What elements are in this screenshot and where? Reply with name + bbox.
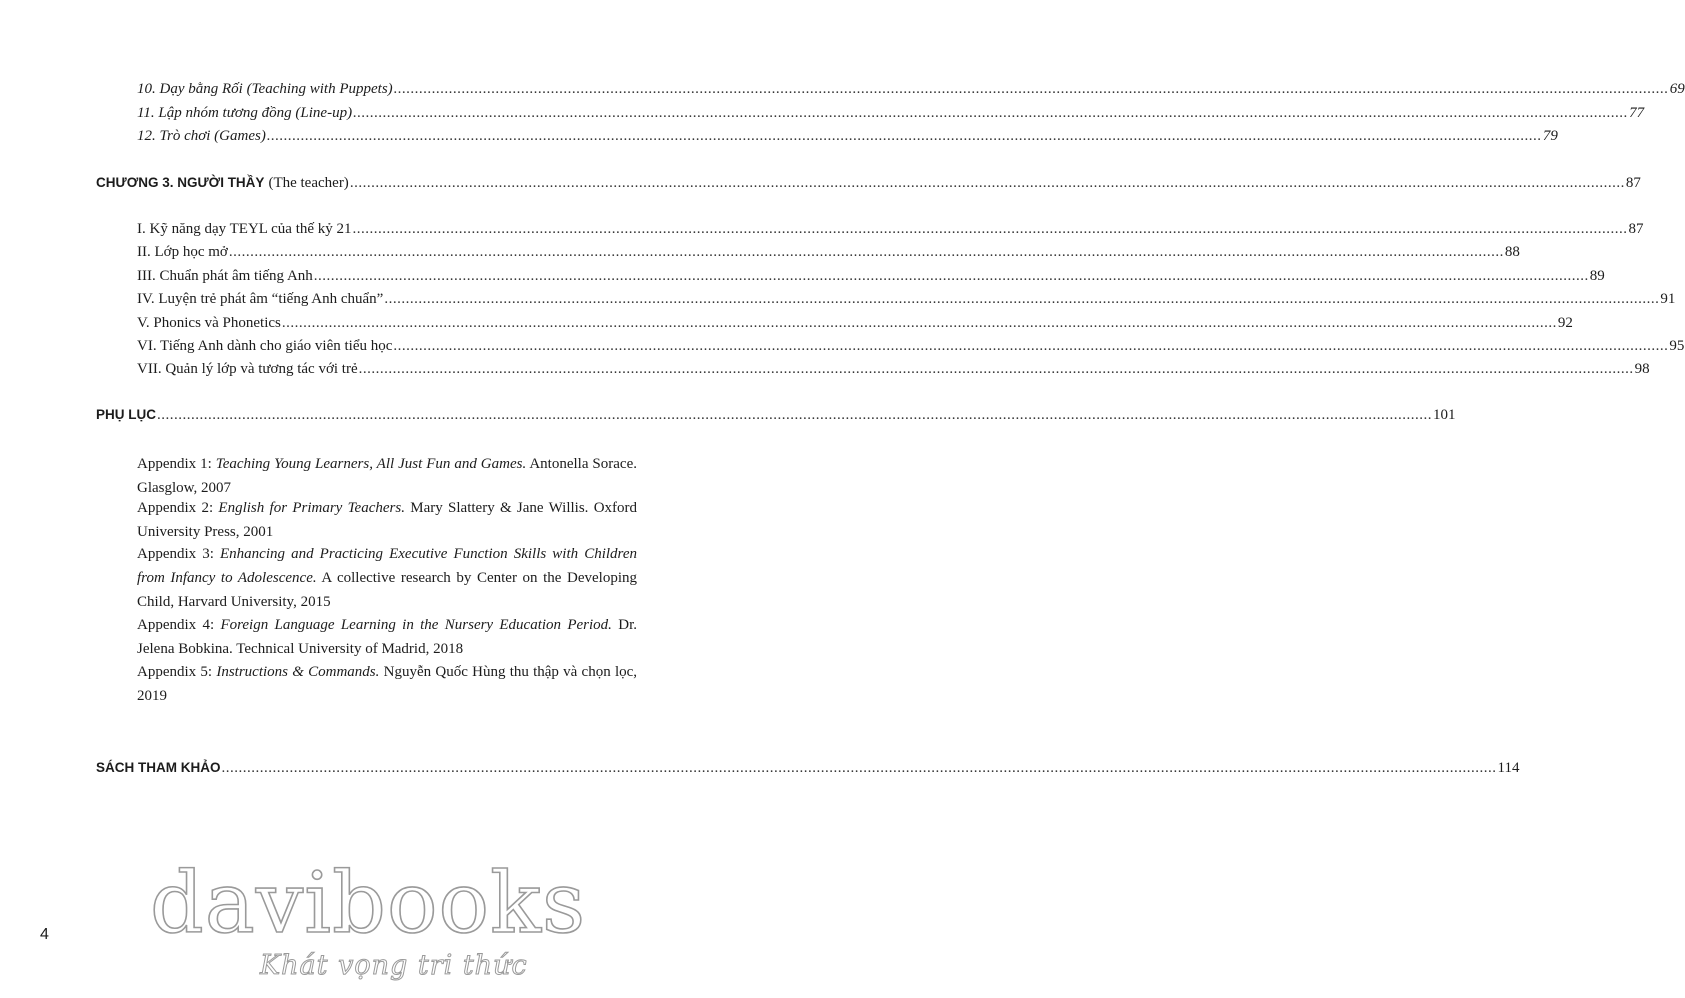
dot-leader: ............................................................................................................................................................................................................................................................................................................: [349, 175, 1625, 191]
appendix-prefix: Appendix 4:: [137, 617, 215, 633]
toc-entry-pronunciation-standard: [137, 266, 1605, 286]
appendix-entry-1: [137, 452, 637, 500]
watermark-logo: [150, 854, 587, 998]
appendix-entry-4: [137, 613, 637, 661]
dot-leader: ............................................................................................................................................................................................................................................................................................................: [281, 315, 1557, 331]
dot-leader: ............................................................................................................................................................................................................................................................................................................: [266, 128, 1542, 144]
toc-entry-page: 88: [1504, 244, 1520, 260]
toc-entry-page: 98: [1634, 361, 1650, 377]
appendix-details: A collective research by Center on the Developing Child, Harvard University, 2015: [137, 570, 637, 610]
appendix-prefix: Appendix 1:: [137, 456, 212, 472]
appendix-prefix: Appendix 5:: [137, 664, 213, 680]
dot-leader: ............................................................................................................................................................................................................................................................................................................: [352, 221, 1628, 237]
toc-entry-label: 12. Trò chơi (Games): [137, 128, 266, 144]
dot-leader: ............................................................................................................................................................................................................................................................................................................: [221, 760, 1497, 776]
appendix-entry-2: [137, 496, 637, 544]
toc-entry-page: 89: [1589, 268, 1605, 284]
toc-entry-label: VI. Tiếng Anh dành cho giáo viên tiểu học: [137, 338, 393, 354]
toc-entry-label: IV. Luyện trẻ phát âm “tiếng Anh chuẩn”: [137, 291, 384, 307]
toc-entry-page: 77: [1629, 105, 1645, 121]
appendix-prefix: Appendix 3:: [137, 546, 214, 562]
toc-entry-phonics: [137, 313, 1573, 333]
appendix-details: Nguyễn Quốc Hùng thu thập và chọn lọc, 2019: [137, 664, 638, 704]
toc-entry-line-up: [137, 103, 1645, 123]
dot-leader: ............................................................................................................................................................................................................................................................................................................: [228, 244, 1504, 260]
toc-entry-page: 87: [1625, 175, 1641, 191]
dot-leader: ............................................................................................................................................................................................................................................................................................................: [313, 268, 1589, 284]
toc-entry-label: I. Kỹ năng dạy TEYL của thế kỷ 21: [137, 221, 352, 237]
dot-leader: ............................................................................................................................................................................................................................................................................................................: [393, 338, 1669, 354]
appendix-details: Dr. Jelena Bobkina. Technical University of Madrid, 2018: [137, 617, 637, 657]
toc-entry-classroom-management: [137, 359, 1650, 379]
toc-entry-page: 69: [1669, 81, 1685, 97]
appendix-details: Antonella Sorace. Glasglow, 2007: [137, 456, 637, 496]
dot-leader: ............................................................................................................................................................................................................................................................................................................: [157, 407, 1432, 423]
toc-chapter-3: [96, 173, 1641, 193]
appendix-entry-5: [137, 660, 637, 708]
toc-appendix-heading: [96, 405, 1456, 425]
toc-entry-label: II. Lớp học mở: [137, 244, 228, 260]
dot-leader: ............................................................................................................................................................................................................................................................................................................: [353, 105, 1629, 121]
appendix-title: English for Primary Teachers.: [218, 500, 405, 516]
toc-entry-games: [137, 126, 1558, 146]
dot-leader: ............................................................................................................................................................................................................................................................................................................: [358, 361, 1634, 377]
appendix-details: Mary Slattery & Jane Willis. Oxford University Press, 2001: [137, 500, 638, 540]
toc-entry-page: 114: [1497, 760, 1520, 776]
toc-entry-pronunciation-training: [137, 289, 1676, 309]
dot-leader: ............................................................................................................................................................................................................................................................................................................: [393, 81, 1669, 97]
toc-entry-page: 91: [1660, 291, 1676, 307]
toc-entry-label: III. Chuẩn phát âm tiếng Anh: [137, 268, 313, 284]
toc-entry-label: 11. Lập nhóm tương đồng (Line-up): [137, 105, 353, 121]
watermark-tagline: Khát vọng tri thức: [260, 950, 528, 981]
dot-leader: ............................................................................................................................................................................................................................................................................................................: [384, 291, 1660, 307]
toc-entry-label: V. Phonics và Phonetics: [137, 315, 281, 331]
toc-entry-page: 79: [1542, 128, 1558, 144]
toc-entry-label: 10. Dạy bằng Rối (Teaching with Puppets): [137, 81, 393, 97]
toc-entry-teaching-with-puppets: [137, 79, 1685, 99]
toc-entry-english-for-teachers: [137, 336, 1685, 356]
toc-entry-page: 95: [1669, 338, 1685, 354]
toc-entry-label: VII. Quản lý lớp và tương tác với trẻ: [137, 361, 358, 377]
toc-references: [96, 758, 1520, 778]
appendix-title: Instructions & Commands.: [216, 664, 380, 680]
toc-entry-page: 87: [1628, 221, 1644, 237]
appendix-heading-title: PHỤ LỤC: [96, 407, 156, 422]
appendix-title: Foreign Language Learning in the Nursery Education Period.: [220, 617, 612, 633]
toc-entry-page: 92: [1557, 315, 1573, 331]
appendix-prefix: Appendix 2:: [137, 500, 214, 516]
appendix-entry-3: [137, 542, 637, 614]
appendix-title: Enhancing and Practicing Executive Function Skills with Children from Infancy to Adolescence.: [137, 546, 637, 586]
chapter-subtitle: (The teacher): [268, 175, 349, 191]
appendix-title: Teaching Young Learners, All Just Fun and Games.: [215, 456, 527, 472]
page-number: 4: [40, 926, 49, 943]
toc-entry-page: 101: [1433, 407, 1456, 423]
toc-entry-teyl-skills: [137, 219, 1644, 239]
references-title: SÁCH THAM KHẢO: [96, 760, 221, 775]
watermark-brand: davibooks: [150, 854, 587, 952]
chapter-title: CHƯƠNG 3. NGƯỜI THẦY: [96, 175, 265, 190]
toc-entry-open-class: [137, 242, 1520, 262]
